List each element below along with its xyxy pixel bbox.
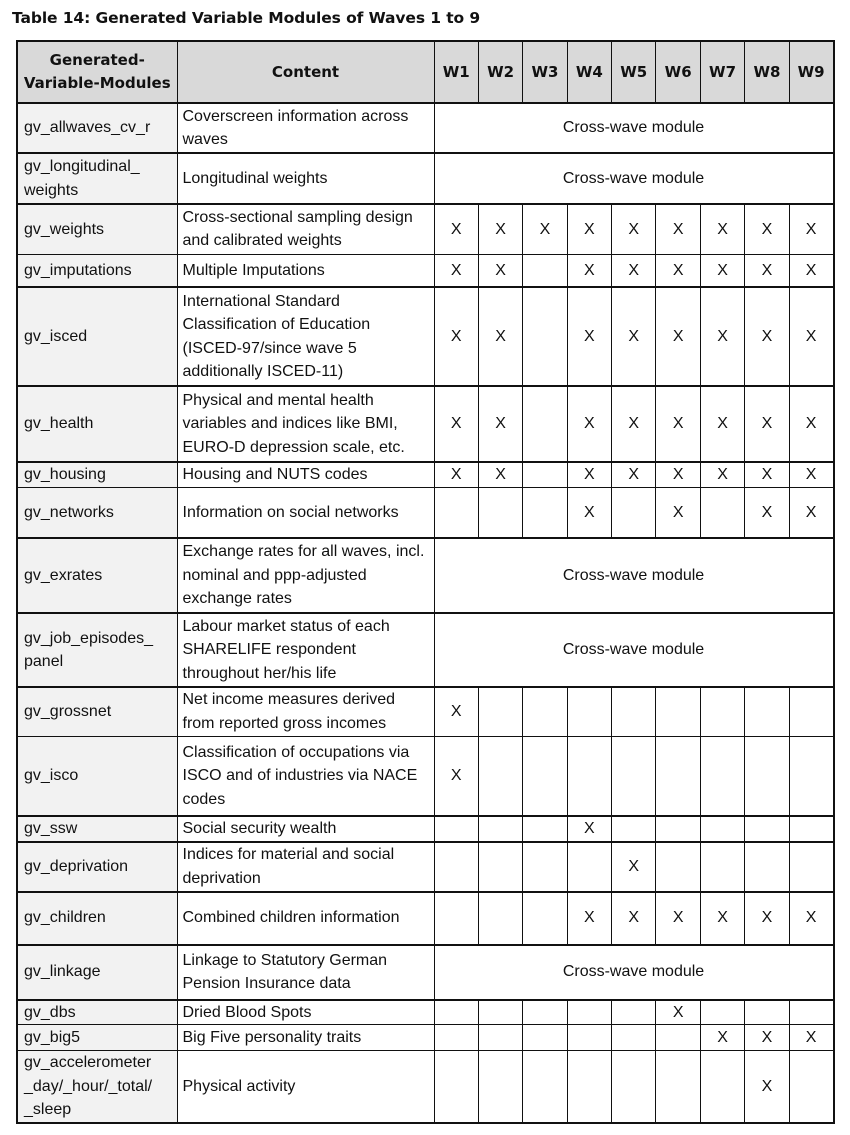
content-cell: Exchange rates for all waves, incl. nominal and ppp-adjusted exchange rates: [177, 538, 434, 613]
wave-4-mark-cell: [567, 842, 611, 892]
wave-9-mark-cell: X: [789, 892, 833, 945]
wave-3-mark-cell: X: [523, 204, 567, 254]
wave-3-mark-cell: [523, 462, 567, 487]
wave-8-mark-cell: X: [745, 487, 789, 538]
wave-6-mark-cell: [656, 842, 700, 892]
wave-7-mark-cell: X: [700, 254, 744, 287]
content-cell: Physical and mental health variables and indices like BMI, EURO-D depression scale, etc.: [177, 386, 434, 462]
wave-3-mark-cell: [523, 487, 567, 538]
module-name-cell: gv_ssw: [17, 816, 177, 842]
wave-5-mark-cell: [612, 1025, 656, 1051]
content-cell: Longitudinal weights: [177, 153, 434, 204]
module-name-cell: gv_dbs: [17, 1000, 177, 1025]
wave-6-mark-cell: [656, 687, 700, 736]
content-cell: Physical activity: [177, 1051, 434, 1123]
table-row: [17, 1051, 834, 1123]
wave-1-mark-cell: X: [434, 287, 478, 386]
table-row: [17, 487, 834, 538]
table-row: [17, 945, 834, 1000]
wave-8-mark-cell: [745, 1000, 789, 1025]
wave-7-mark-cell: X: [700, 892, 744, 945]
wave-4-mark-cell: X: [567, 462, 611, 487]
wave-5-mark-cell: X: [612, 204, 656, 254]
module-name-cell: gv_networks: [17, 487, 177, 538]
wave-6-mark-cell: X: [656, 204, 700, 254]
module-name-cell: gv_imputations: [17, 254, 177, 287]
wave-6-mark-cell: [656, 1051, 700, 1123]
header-w7: W7: [700, 41, 744, 103]
content-cell: Multiple Imputations: [177, 254, 434, 287]
header-module: [17, 41, 177, 103]
wave-1-mark-cell: X: [434, 204, 478, 254]
wave-3-mark-cell: [523, 386, 567, 462]
wave-3-mark-cell: [523, 1000, 567, 1025]
wave-5-mark-cell: [612, 487, 656, 538]
cross-wave-cell: Cross-wave module: [434, 945, 834, 1000]
cross-wave-cell: Cross-wave module: [434, 153, 834, 204]
module-name-cell: gv_big5: [17, 1025, 177, 1051]
wave-6-mark-cell: X: [656, 462, 700, 487]
wave-8-mark-cell: X: [745, 1051, 789, 1123]
module-name-cell: gv_longitudinal_ weights: [17, 153, 177, 204]
wave-9-mark-cell: [789, 687, 833, 736]
content-cell: Classification of occupations via ISCO and of industries via NACE codes: [177, 736, 434, 816]
table-row: [17, 153, 834, 204]
table-title: Table 14: Generated Variable Modules of Waves 1 to 9: [12, 9, 481, 27]
wave-8-mark-cell: X: [745, 386, 789, 462]
wave-5-mark-cell: X: [612, 842, 656, 892]
wave-1-mark-cell: [434, 816, 478, 842]
content-cell: Indices for material and social deprivation: [177, 842, 434, 892]
wave-3-mark-cell: [523, 1025, 567, 1051]
wave-5-mark-cell: [612, 736, 656, 816]
wave-4-mark-cell: [567, 736, 611, 816]
cross-wave-cell: Cross-wave module: [434, 538, 834, 613]
content-cell: Big Five personality traits: [177, 1025, 434, 1051]
table-row: [17, 1000, 834, 1025]
wave-3-mark-cell: [523, 687, 567, 736]
generated-variable-modules-table: [16, 40, 835, 1124]
wave-4-mark-cell: X: [567, 487, 611, 538]
module-name-cell: gv_health: [17, 386, 177, 462]
cross-wave-cell: Cross-wave module: [434, 103, 834, 153]
header-module-line2: Variable-Modules: [23, 74, 171, 92]
wave-8-mark-cell: X: [745, 287, 789, 386]
module-name-cell: gv_weights: [17, 204, 177, 254]
module-name-cell: gv_children: [17, 892, 177, 945]
content-cell: Information on social networks: [177, 487, 434, 538]
wave-9-mark-cell: X: [789, 1025, 833, 1051]
wave-6-mark-cell: [656, 816, 700, 842]
wave-5-mark-cell: [612, 816, 656, 842]
table-row: [17, 736, 834, 816]
table-row: [17, 103, 834, 153]
wave-8-mark-cell: [745, 687, 789, 736]
wave-1-mark-cell: [434, 1025, 478, 1051]
wave-7-mark-cell: [700, 487, 744, 538]
wave-9-mark-cell: X: [789, 386, 833, 462]
content-cell: International Standard Classification of Education (ISCED-97/since wave 5 additionally ISCED-11): [177, 287, 434, 386]
header-w8: W8: [745, 41, 789, 103]
wave-4-mark-cell: X: [567, 287, 611, 386]
wave-8-mark-cell: X: [745, 462, 789, 487]
wave-8-mark-cell: X: [745, 204, 789, 254]
wave-7-mark-cell: [700, 816, 744, 842]
wave-6-mark-cell: [656, 736, 700, 816]
wave-1-mark-cell: [434, 1000, 478, 1025]
wave-6-mark-cell: X: [656, 487, 700, 538]
wave-1-mark-cell: X: [434, 386, 478, 462]
wave-5-mark-cell: X: [612, 462, 656, 487]
wave-4-mark-cell: X: [567, 204, 611, 254]
content-cell: Combined children information: [177, 892, 434, 945]
wave-2-mark-cell: [478, 1025, 522, 1051]
wave-4-mark-cell: [567, 1000, 611, 1025]
table-row: [17, 254, 834, 287]
wave-1-mark-cell: X: [434, 462, 478, 487]
content-cell: Labour market status of each SHARELIFE respondent throughout her/his life: [177, 613, 434, 687]
wave-9-mark-cell: X: [789, 462, 833, 487]
wave-2-mark-cell: [478, 816, 522, 842]
wave-2-mark-cell: [478, 736, 522, 816]
wave-8-mark-cell: [745, 736, 789, 816]
wave-2-mark-cell: X: [478, 204, 522, 254]
module-name-cell: gv_allwaves_cv_r: [17, 103, 177, 153]
wave-1-mark-cell: X: [434, 254, 478, 287]
table-row: [17, 613, 834, 687]
module-name-cell: gv_job_episodes_ panel: [17, 613, 177, 687]
wave-2-mark-cell: [478, 1000, 522, 1025]
table-row: [17, 687, 834, 736]
content-cell: Dried Blood Spots: [177, 1000, 434, 1025]
wave-5-mark-cell: X: [612, 254, 656, 287]
wave-5-mark-cell: X: [612, 287, 656, 386]
header-module-line1: Generated-: [49, 51, 145, 69]
wave-6-mark-cell: [656, 1025, 700, 1051]
table-row: [17, 842, 834, 892]
wave-2-mark-cell: [478, 687, 522, 736]
wave-2-mark-cell: X: [478, 287, 522, 386]
wave-7-mark-cell: X: [700, 204, 744, 254]
wave-6-mark-cell: X: [656, 1000, 700, 1025]
wave-4-mark-cell: X: [567, 386, 611, 462]
wave-9-mark-cell: X: [789, 487, 833, 538]
wave-2-mark-cell: [478, 487, 522, 538]
wave-7-mark-cell: X: [700, 462, 744, 487]
wave-1-mark-cell: [434, 892, 478, 945]
wave-4-mark-cell: [567, 687, 611, 736]
module-name-cell: gv_isced: [17, 287, 177, 386]
wave-4-mark-cell: [567, 1051, 611, 1123]
wave-8-mark-cell: [745, 842, 789, 892]
wave-5-mark-cell: [612, 687, 656, 736]
table-row: [17, 204, 834, 254]
header-w9: W9: [789, 41, 833, 103]
wave-7-mark-cell: X: [700, 287, 744, 386]
module-name-cell: gv_accelerometer _day/_hour/_total/ _sleep: [17, 1051, 177, 1123]
header-w1: W1: [434, 41, 478, 103]
content-cell: Coverscreen information across waves: [177, 103, 434, 153]
wave-7-mark-cell: X: [700, 386, 744, 462]
wave-9-mark-cell: [789, 816, 833, 842]
table-row: [17, 892, 834, 945]
wave-7-mark-cell: [700, 687, 744, 736]
table-row: [17, 816, 834, 842]
wave-3-mark-cell: [523, 892, 567, 945]
content-cell: Cross-sectional sampling design and calibrated weights: [177, 204, 434, 254]
wave-5-mark-cell: [612, 1051, 656, 1123]
wave-9-mark-cell: [789, 1051, 833, 1123]
wave-7-mark-cell: [700, 842, 744, 892]
wave-1-mark-cell: [434, 1051, 478, 1123]
table-row: [17, 538, 834, 613]
wave-5-mark-cell: X: [612, 892, 656, 945]
cross-wave-cell: Cross-wave module: [434, 613, 834, 687]
wave-6-mark-cell: X: [656, 892, 700, 945]
wave-3-mark-cell: [523, 736, 567, 816]
wave-9-mark-cell: X: [789, 204, 833, 254]
module-name-cell: gv_isco: [17, 736, 177, 816]
wave-1-mark-cell: [434, 487, 478, 538]
wave-9-mark-cell: [789, 1000, 833, 1025]
module-name-cell: gv_exrates: [17, 538, 177, 613]
wave-3-mark-cell: [523, 1051, 567, 1123]
wave-3-mark-cell: [523, 816, 567, 842]
wave-2-mark-cell: [478, 1051, 522, 1123]
wave-7-mark-cell: [700, 1000, 744, 1025]
wave-2-mark-cell: X: [478, 254, 522, 287]
wave-6-mark-cell: X: [656, 254, 700, 287]
table-row: [17, 386, 834, 462]
wave-6-mark-cell: X: [656, 287, 700, 386]
wave-5-mark-cell: [612, 1000, 656, 1025]
wave-7-mark-cell: X: [700, 1025, 744, 1051]
wave-9-mark-cell: [789, 736, 833, 816]
table-body: [17, 103, 834, 1123]
wave-2-mark-cell: X: [478, 462, 522, 487]
header-row: [17, 41, 834, 103]
table-row: [17, 1025, 834, 1051]
wave-9-mark-cell: [789, 842, 833, 892]
wave-3-mark-cell: [523, 254, 567, 287]
header-w3: W3: [523, 41, 567, 103]
wave-4-mark-cell: X: [567, 816, 611, 842]
table-row: [17, 462, 834, 487]
wave-4-mark-cell: X: [567, 254, 611, 287]
header-w4: W4: [567, 41, 611, 103]
wave-2-mark-cell: [478, 892, 522, 945]
module-name-cell: gv_grossnet: [17, 687, 177, 736]
header-content: Content: [177, 41, 434, 103]
wave-7-mark-cell: [700, 736, 744, 816]
table-row: [17, 287, 834, 386]
wave-1-mark-cell: X: [434, 736, 478, 816]
content-cell: Linkage to Statutory German Pension Insurance data: [177, 945, 434, 1000]
header-w6: W6: [656, 41, 700, 103]
wave-9-mark-cell: X: [789, 287, 833, 386]
wave-9-mark-cell: X: [789, 254, 833, 287]
wave-2-mark-cell: [478, 842, 522, 892]
content-cell: Social security wealth: [177, 816, 434, 842]
header-w5: W5: [612, 41, 656, 103]
wave-4-mark-cell: [567, 1025, 611, 1051]
wave-8-mark-cell: X: [745, 254, 789, 287]
content-cell: Net income measures derived from reported gross incomes: [177, 687, 434, 736]
wave-7-mark-cell: [700, 1051, 744, 1123]
module-name-cell: gv_linkage: [17, 945, 177, 1000]
wave-6-mark-cell: X: [656, 386, 700, 462]
header-w2: W2: [478, 41, 522, 103]
content-cell: Housing and NUTS codes: [177, 462, 434, 487]
wave-3-mark-cell: [523, 842, 567, 892]
wave-8-mark-cell: X: [745, 1025, 789, 1051]
wave-3-mark-cell: [523, 287, 567, 386]
wave-1-mark-cell: X: [434, 687, 478, 736]
wave-1-mark-cell: [434, 842, 478, 892]
wave-5-mark-cell: X: [612, 386, 656, 462]
wave-8-mark-cell: [745, 816, 789, 842]
wave-8-mark-cell: X: [745, 892, 789, 945]
module-name-cell: gv_deprivation: [17, 842, 177, 892]
wave-4-mark-cell: X: [567, 892, 611, 945]
wave-2-mark-cell: X: [478, 386, 522, 462]
module-name-cell: gv_housing: [17, 462, 177, 487]
